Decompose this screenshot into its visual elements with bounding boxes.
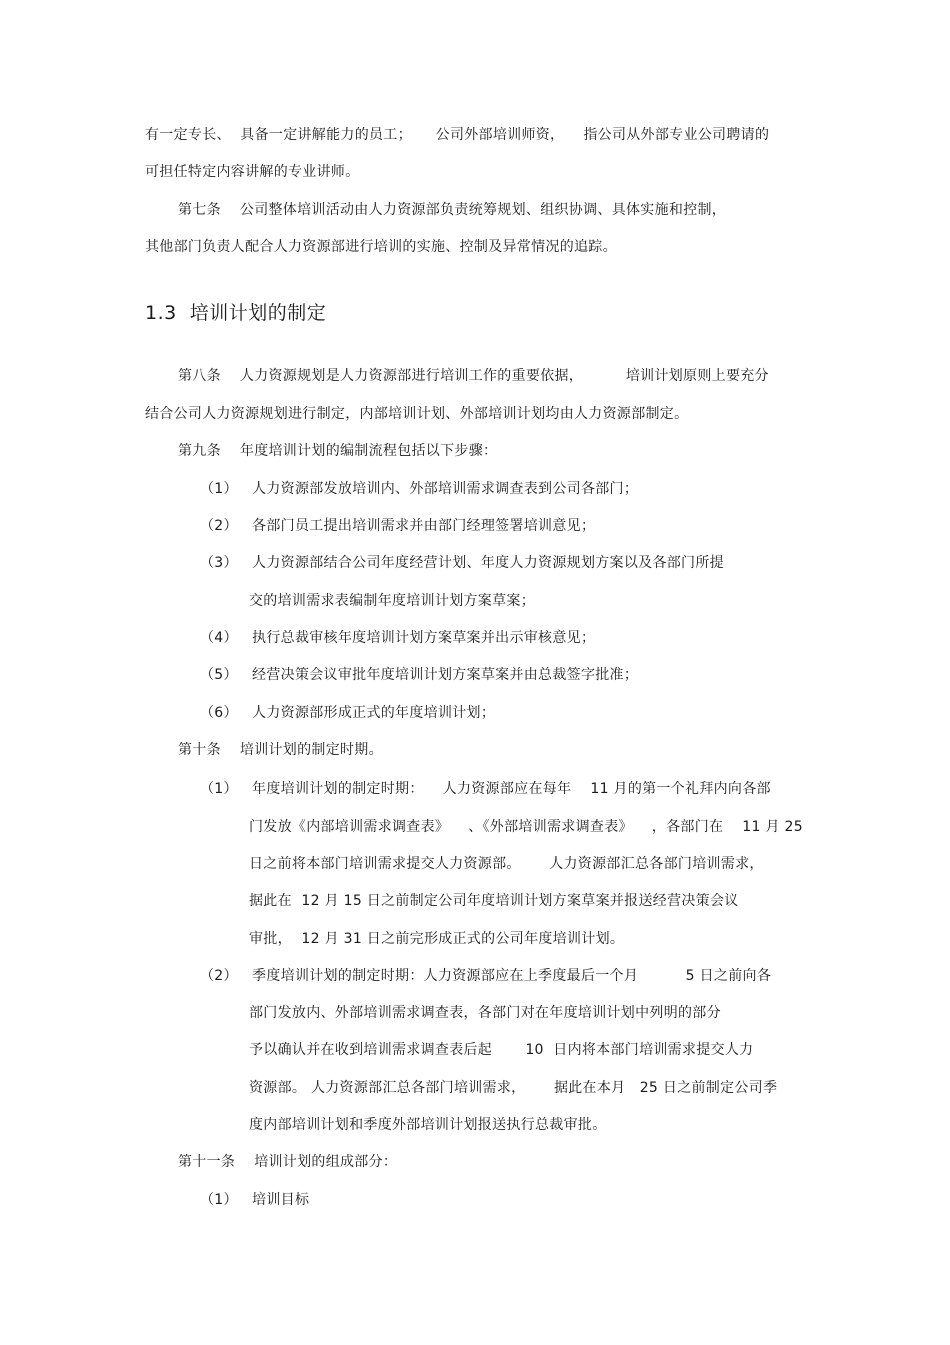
list-item-continuation: 予以确认并在收到培训需求调查表后起 10 日内将本部门培训需求提交人力: [249, 1042, 754, 1058]
list-item-continuation: 资源部。 人力资源部汇总各部门培训需求， 据此在本月 25 日之前制定公司季: [249, 1080, 778, 1096]
list-item: （1） 年度培训计划的制定时期： 人力资源部应在每年 11 月的第一个礼拜内向各部: [200, 781, 771, 797]
article-8-line: 第八条 人力资源规划是人力资源部进行培训工作的重要依据， 培训计划原则上要充分: [178, 368, 769, 384]
list-item-continuation: 门发放《内部培训需求调查表》 、《外部培训需求调查表》 ，各部门在 11 月 25: [249, 819, 803, 835]
list-item: （5） 经营决策会议审批年度培训计划方案草案并由总裁签字批准；: [200, 667, 639, 683]
list-item-continuation: 部门发放内、外部培训需求调查表，各部门对在年度培训计划中列明的部分: [249, 1005, 721, 1021]
list-item: （1） 培训目标: [200, 1192, 310, 1208]
paragraph-line: 结合公司人力资源规划进行制定，内部培训计划、外部培训计划均由人力资源部制定。: [145, 406, 689, 422]
section-heading: 1.3 培训计划的制定: [145, 302, 327, 324]
list-item-continuation: 日之前将本部门培训需求提交人力资源部。 人力资源部汇总各部门培训需求，: [249, 856, 764, 872]
article-7-line: 第七条 公司整体培训活动由人力资源部负责统筹规划、组织协调、具体实施和控制，: [178, 202, 727, 218]
list-item: （6） 人力资源部形成正式的年度培训计划；: [200, 705, 496, 721]
article-10-line: 第十条 培训计划的制定时期。: [178, 742, 383, 758]
list-item-continuation: 审批， 12 月 31 日之前完形成正式的公司年度培训计划。: [249, 931, 625, 947]
list-item: （3） 人力资源部结合公司年度经营计划、年度人力资源规划方案以及各部门所提: [200, 555, 724, 571]
list-item: （2） 季度培训计划的制定时期：人力资源部应在上季度最后一个月 5 日之前向各: [200, 968, 772, 984]
paragraph-line: 有一定专长、 具备一定讲解能力的员工； 公司外部培训师资， 指公司从外部专业公司聘请的: [145, 127, 770, 143]
list-item-continuation: 度内部培训计划和季度外部培训计划报送执行总裁审批。: [249, 1117, 607, 1133]
list-item: （1） 人力资源部发放培训内、外部培训需求调查表到公司各部门；: [200, 481, 639, 497]
list-item-continuation: 交的培训需求表编制年度培训计划方案草案；: [249, 593, 535, 609]
list-item-continuation: 据此在 12 月 15 日之前制定公司年度培训计划方案草案并报送经营决策会议: [249, 893, 739, 909]
paragraph-line: 其他部门负责人配合人力资源部进行培训的实施、控制及异常情况的追踪。: [145, 239, 617, 255]
paragraph-line: 可担任特定内容讲解的专业讲师。: [145, 164, 360, 180]
article-11-line: 第十一条 培训计划的组成部分：: [178, 1154, 398, 1170]
list-item: （4） 执行总裁审核年度培训计划方案草案并出示审核意见；: [200, 630, 596, 646]
article-9-line: 第九条 年度培训计划的编制流程包括以下步骤：: [178, 443, 498, 459]
list-item: （2） 各部门员工提出培训需求并由部门经理签署培训意见；: [200, 518, 596, 534]
